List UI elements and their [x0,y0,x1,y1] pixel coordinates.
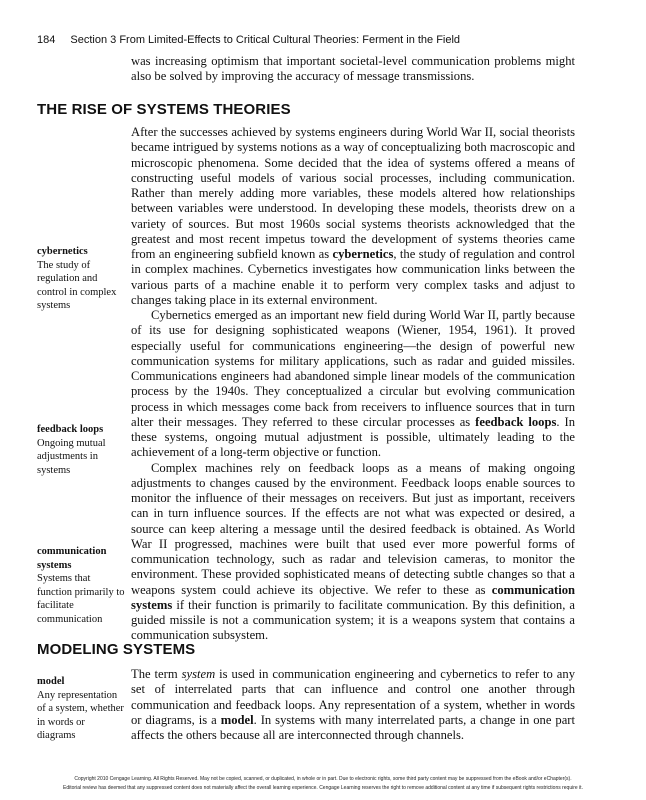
key-term-cybernetics: cybernetics [332,247,394,261]
page-number: 184 [37,34,56,46]
glossary-feedback-loops [37,423,125,477]
paragraph-2: Cybernetics emerged as an important new field during World War II, partly because of its use for designing sophisticated weapons (Wiener, 1954, 1961). It proved especially useful for communications engineering—the design of powerful new communication systems for military applications, such as radar and guided missiles. Communications engineers had abandoned simple linear models of the communication process by the 1940s. They conceptualized a circular but evolving communication process in which messages come back from receivers to influence sources that in turn alter their messages. They referred to these circular processes as feedback loops. In these systems, ongoing mutual adjustment is possible, ultimately leading to the achievement of a long-term objective or function. [131,308,575,460]
key-term-model: model [220,712,254,727]
paragraph-3: Complex machines rely on feedback loops as a means of making ongoing adjustments to changes caused by the environment. Feedback loops enable sources to monitor the influence of their messages on receivers. But just as important, receivers can in turn influence sources. If the effects are not what was expected or desired, a source can keep altering a message until the desired feedback is obtained. As World War II progressed, machines were built that used ever more powerful forms of communication technology, such as radar and television cameras, to monitor the environment. These provided sophisticated means of detecting subtle changes so that a weapons system could achieve its objective. We refer to these as communication systems if their function is primarily to facilitate communication. By this definition, a guided missile is not a communication system; it is a weapons system that contains a communication subsystem. [131,460,575,643]
glossary-definition: Any representation of a system, whether in words or diagrams [37,689,124,741]
glossary-term: model [37,676,65,687]
glossary-cybernetics [37,245,125,313]
section-heading-modeling-systems: MODELING SYSTEMS [37,641,196,658]
paragraph-1: After the successes achieved by systems engineers during World War II, social theorists became intrigued by systems notions as a way of conceptualizing both macroscopic and microscopic phenomena. Some decided that the idea of systems offered a means of constructing useful models of various social processes, including communication. Rather than merely adding more variables, these models altered how relationships between variables were understood. In developing these models, theorists drew on a variety of sources. But most 1960s social systems theorists acknowledged that the greatest and most recent impetus toward the development of systems theories came from an engineering subfield known as cybernetics, the study of regulation and control in complex machines. Cybernetics investigates how communication links between the various parts of a machine enable it to perform very complex tasks and adjust to changes taking place in its external environment. [131,125,575,307]
key-term-feedback-loops: feedback loops [475,414,557,429]
paragraph-4: The term system is used in communication engineering and cybernetics to refer to any set of interrelated parts that can influence and control one another through communication and feedback loops. Any representation of a system, whether in words or diagrams, is a model. In systems with many interrelated parts, a change in one part affects the others because all are interconnected through channels. [131,667,575,742]
running-header [37,34,460,46]
glossary-term: cybernetics [37,246,88,257]
glossary-definition: The study of regulation and control in complex systems [37,259,117,311]
glossary-definition: Systems that function primarily to facilitate communication [37,573,125,625]
glossary-communication-systems [37,545,125,626]
section2-body [131,667,575,743]
section-heading-rise-of-systems-theories: THE RISE OF SYSTEMS THEORIES [37,101,291,118]
intro-text: was increasing optimism that important societal-level communication problems might also be solved by improving the accuracy of message transmissions. [131,54,575,84]
key-term-communication-systems: communication systems [131,582,575,612]
glossary-model [37,675,125,743]
copyright-footer-line-1: Copyright 2010 Cengage Learning. All Rights Reserved. May not be copied, scanned, or duplicated, in whole or in part. Due to electronic rights, some third party content may be suppressed from the eBook and/or eChapter(s). [74,776,572,782]
running-title: Section 3 From Limited-Effects to Critical Cultural Theories: Ferment in the Field [70,34,461,46]
glossary-definition: Ongoing mutual adjustments in systems [37,437,106,476]
intro-paragraph [131,54,575,85]
italic-term-system: system [181,667,216,681]
glossary-term: feedback loops [37,424,104,435]
copyright-footer-line-2: Editorial review has deemed that any suppressed content does not materially affect the overall learning experience. Cengage Learning reserves the right to remove additional content at any time if subsequent rights restrictions require it. [63,785,583,791]
glossary-term: communication systems [37,546,107,571]
section1-body [131,125,575,644]
